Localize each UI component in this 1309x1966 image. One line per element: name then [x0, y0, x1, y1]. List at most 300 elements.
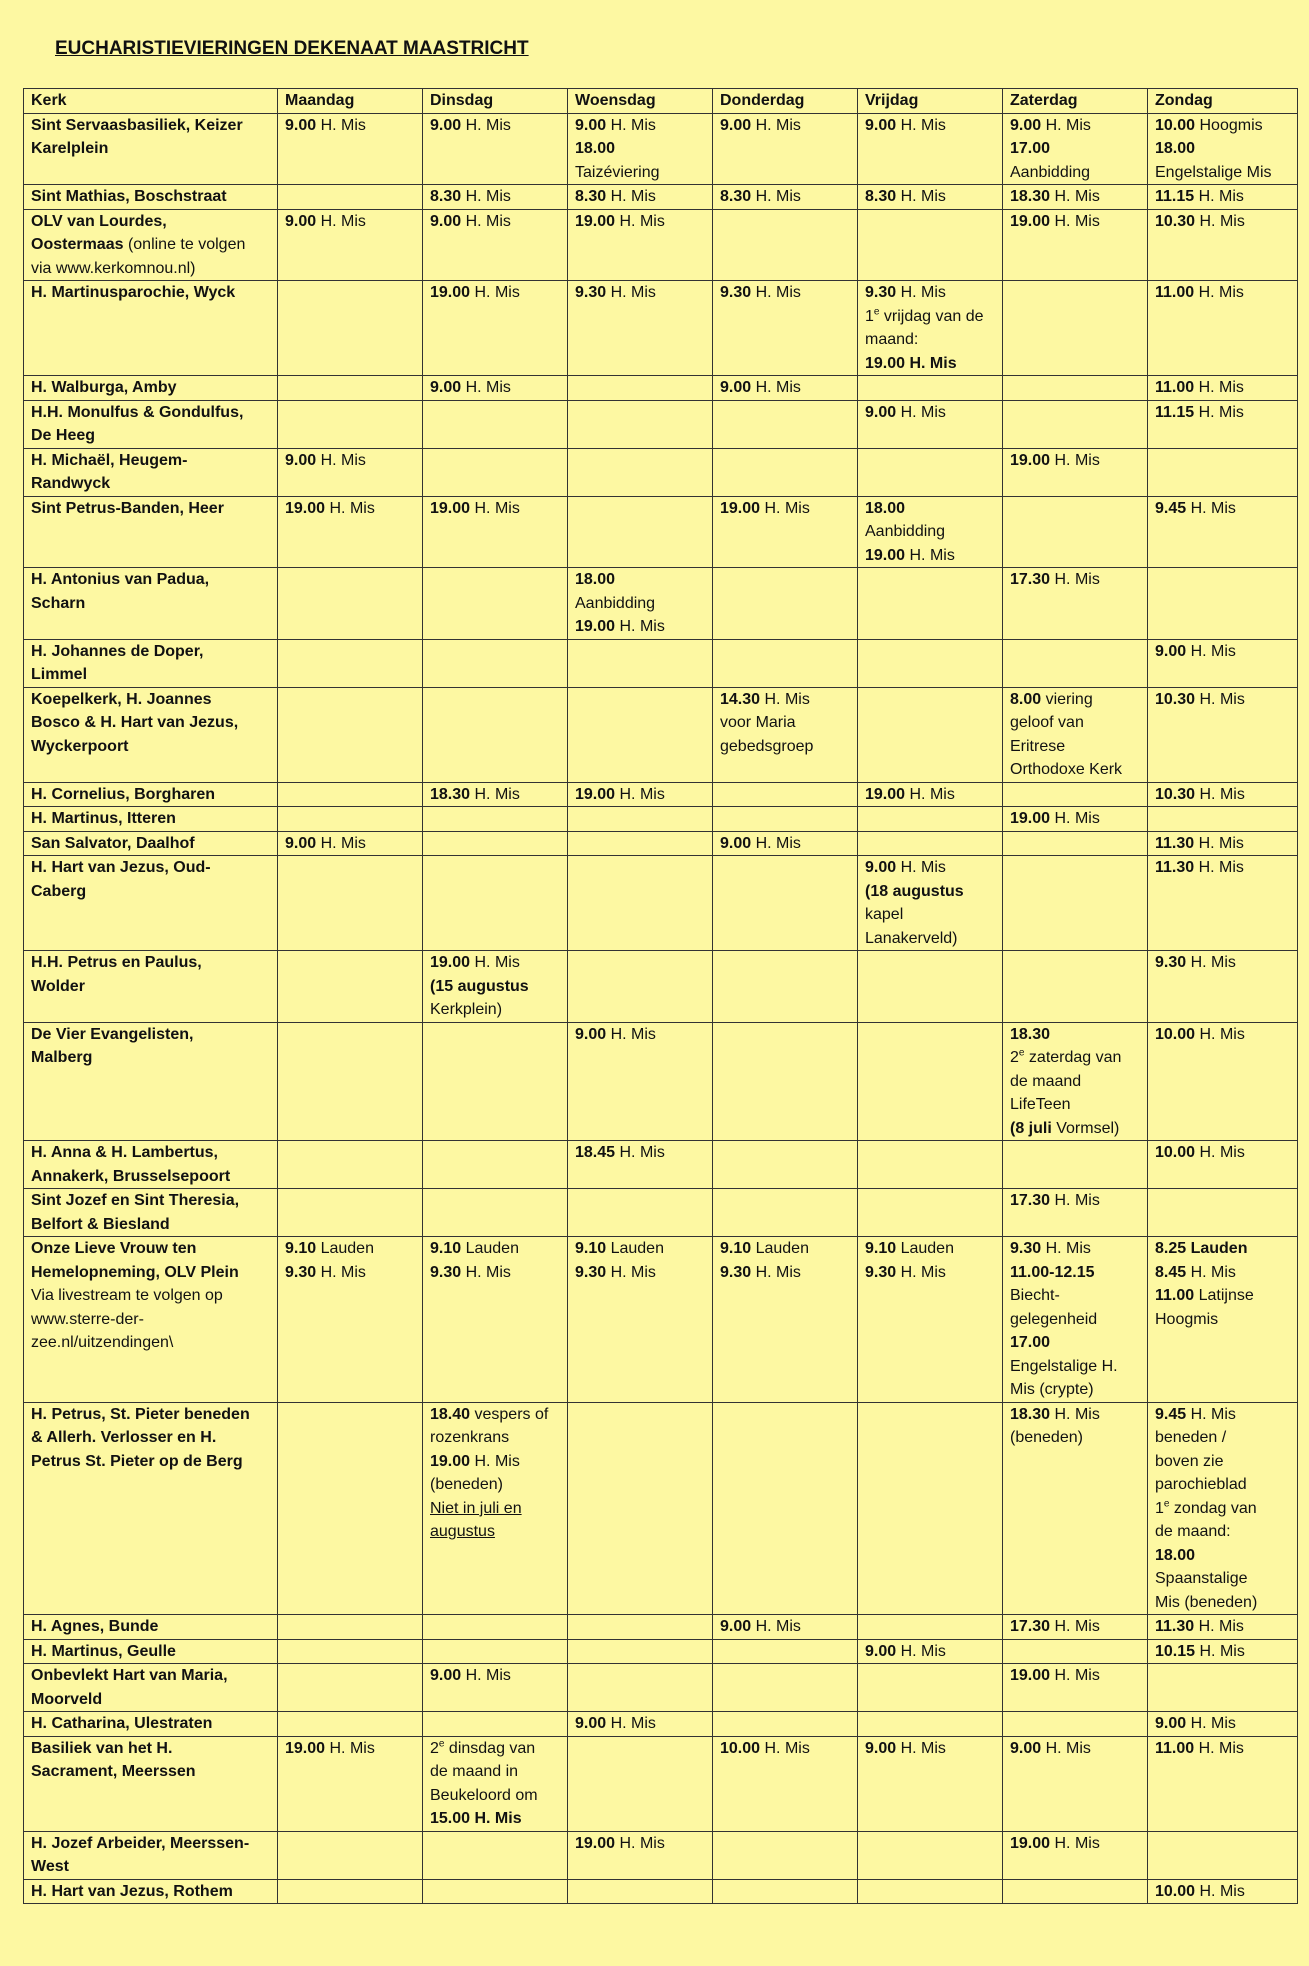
schedule-cell-vrijdag [858, 113, 1003, 185]
cell-text: 9.10 [430, 1240, 462, 1257]
cell-text: H. Mis [905, 546, 955, 564]
church-name-line: H. Antonius van Padua, [31, 571, 210, 588]
church-name [24, 376, 278, 401]
church-name [24, 1237, 278, 1403]
cell-text: Aanbidding [1010, 163, 1091, 181]
cell-text: 19.00 [1010, 212, 1051, 230]
cell-text: 19.00 [865, 546, 906, 564]
cell-line [31, 257, 273, 281]
cell-text: Onze Lieve Vrouw ten [31, 1240, 197, 1257]
schedule-cell-donderdag [713, 1664, 858, 1712]
cell-line [430, 1497, 563, 1521]
schedule-cell-dinsdag [423, 1189, 568, 1237]
schedule-cell-zondag [1148, 1402, 1298, 1615]
schedule-cell-dinsdag [423, 281, 568, 376]
schedule-cell-zaterdag [1003, 209, 1148, 281]
schedule-cell-maandag [278, 209, 423, 281]
cell-line [1010, 1426, 1143, 1450]
cell-line [1155, 1308, 1293, 1332]
cell-line [865, 401, 998, 425]
table-row [24, 185, 1298, 210]
cell-line [1155, 1520, 1293, 1544]
cell-text: 17.30 [1010, 1618, 1051, 1635]
table-row [24, 376, 1298, 401]
table-row [24, 1831, 1298, 1879]
cell-text: 19.00 [1010, 451, 1051, 469]
schedule-cell-dinsdag [423, 1237, 568, 1403]
cell-line [1155, 1567, 1293, 1591]
schedule-cell-zaterdag [1003, 376, 1148, 401]
schedule-cell-woensdag [568, 807, 713, 832]
cell-text: 9.10 [285, 1240, 317, 1257]
cell-text: 9.00 [575, 1715, 607, 1732]
cell-text: gelegenheid [1010, 1310, 1098, 1328]
cell-line [285, 1261, 418, 1285]
cell-line [1010, 1023, 1143, 1047]
cell-line [31, 1237, 273, 1261]
schedule-cell-dinsdag [423, 376, 568, 401]
schedule-cell-maandag [278, 831, 423, 856]
schedule-cell-donderdag [713, 1639, 858, 1664]
church-name-line: H. Martinusparochie, Wyck [31, 284, 236, 301]
schedule-cell-vrijdag [858, 1022, 1003, 1141]
cell-line [430, 1450, 563, 1474]
cell-text: H. Mis [1050, 1192, 1100, 1209]
table-row [24, 1189, 1298, 1237]
schedule-cell-zondag [1148, 1664, 1298, 1712]
cell-text: H. Mis [1194, 188, 1244, 205]
cell-line [1155, 1284, 1293, 1308]
cell-line [1010, 1378, 1143, 1402]
cell-line [1010, 210, 1143, 234]
cell-text: Engelstalige H. [1010, 1357, 1118, 1375]
schedule-cell-maandag [278, 1141, 423, 1189]
cell-line [285, 1737, 418, 1761]
church-name-line: Koepelkerk, H. Joannes [31, 690, 212, 708]
cell-text: 18.30 [430, 785, 471, 803]
cell-text: H. Mis [1194, 1739, 1244, 1757]
cell-text: 18.00 [575, 571, 616, 588]
cell-text: 9.00 [285, 212, 317, 230]
cell-line [865, 1237, 998, 1261]
cell-text: H. Mis [1041, 116, 1091, 134]
schedule-cell-zaterdag [1003, 1664, 1148, 1712]
church-name-line: Bosco & H. Hart van Jezus, [31, 714, 239, 731]
cell-line [430, 497, 563, 521]
schedule-cell-vrijdag [858, 831, 1003, 856]
cell-text: 19.00 [720, 499, 761, 517]
schedule-cell-dinsdag [423, 209, 568, 281]
cell-line [575, 615, 708, 639]
cell-text: 9.00 [1010, 116, 1042, 134]
church-name [24, 281, 278, 376]
schedule-cell-zaterdag [1003, 1639, 1148, 1664]
cell-text: 18.30 [1010, 1405, 1051, 1423]
schedule-cell-dinsdag [423, 1736, 568, 1831]
cell-line [1010, 137, 1143, 161]
cell-text: 19.00 [430, 1452, 471, 1470]
schedule-cell-zaterdag [1003, 1189, 1148, 1237]
church-name [24, 1831, 278, 1879]
cell-text: H. Mis [1050, 188, 1100, 205]
table-row [24, 448, 1298, 496]
cell-text: Lauden [896, 1240, 954, 1257]
schedule-cell-dinsdag [423, 856, 568, 951]
cell-text: H. Mis [896, 1642, 946, 1660]
cell-text: H. Mis [1195, 690, 1245, 708]
schedule-cell-donderdag [713, 281, 858, 376]
cell-text: 9.00 [1155, 642, 1187, 660]
cell-text: H. Mis [1050, 810, 1100, 827]
cell-line [1155, 1237, 1293, 1261]
cell-text: 9.00 [720, 379, 752, 396]
cell-line [1155, 1640, 1293, 1664]
cell-line [430, 114, 563, 138]
cell-line [285, 497, 418, 521]
cell-line [1155, 1403, 1293, 1427]
church-name [24, 113, 278, 185]
schedule-cell-vrijdag [858, 376, 1003, 401]
cell-line [865, 880, 998, 904]
column-header-maandag: Maandag [278, 89, 423, 114]
cell-text: H. Mis [316, 212, 366, 230]
cell-text: Vormsel) [1051, 1119, 1120, 1137]
schedule-cell-zaterdag [1003, 639, 1148, 687]
cell-text: H. Mis [896, 116, 946, 134]
cell-text: 8.25 Lauden [1155, 1240, 1248, 1257]
schedule-cell-donderdag [713, 1736, 858, 1831]
cell-line [575, 1023, 708, 1047]
cell-line [1010, 1093, 1143, 1117]
cell-line [1155, 1473, 1293, 1497]
schedule-cell-zaterdag [1003, 568, 1148, 640]
table-row [24, 639, 1298, 687]
schedule-cell-donderdag [713, 1141, 858, 1189]
church-name-line: Caberg [31, 882, 87, 900]
cell-line [1010, 1261, 1143, 1285]
schedule-cell-woensdag [568, 496, 713, 568]
schedule-cell-maandag [278, 568, 423, 640]
cell-line [1155, 1737, 1293, 1761]
cell-text: 19.00 [430, 954, 471, 971]
cell-line [1010, 1284, 1143, 1308]
cell-text: H. Mis [461, 379, 511, 396]
schedule-cell-woensdag [568, 1237, 713, 1403]
cell-text: (online te volgen [123, 236, 246, 253]
cell-text: 19.00 [575, 1834, 616, 1852]
cell-line [1010, 1832, 1143, 1856]
schedule-cell-zaterdag [1003, 687, 1148, 782]
schedule-cell-vrijdag [858, 185, 1003, 210]
cell-text: via www.kerkomnou.nl) [31, 259, 196, 277]
cell-text: Taizéviering [575, 163, 660, 181]
cell-text: H. Mis [316, 451, 366, 469]
column-header-zaterdag: Zaterdag [1003, 89, 1148, 114]
cell-text: H. Mis [751, 1618, 801, 1635]
cell-text: Orthodoxe Kerk [1010, 761, 1123, 778]
cell-text: 18.40 [430, 1405, 471, 1423]
cell-text: H. Mis [751, 1263, 801, 1281]
church-name-line: H.H. Monulfus & Gondulfus, [31, 403, 244, 421]
cell-line [1155, 114, 1293, 138]
schedule-cell-maandag [278, 782, 423, 807]
church-name [24, 209, 278, 281]
cell-text: 8.30 [430, 188, 462, 205]
cell-text: 11.00 [1155, 1287, 1195, 1304]
cell-text: de maand [1010, 1072, 1082, 1090]
cell-text: 9.30 [865, 1263, 897, 1281]
schedule-cell-dinsdag [423, 831, 568, 856]
schedule-cell-dinsdag [423, 639, 568, 687]
cell-text: 19.00 [1010, 1834, 1051, 1852]
cell-line [865, 185, 998, 209]
cell-text: Engelstalige Mis [1155, 163, 1272, 181]
schedule-cell-woensdag [568, 281, 713, 376]
cell-text: 11.30 [1155, 1618, 1195, 1635]
cell-text: H. Mis [461, 1667, 511, 1684]
cell-line [575, 114, 708, 138]
church-name [24, 687, 278, 782]
cell-text: OLV van Lourdes, [31, 212, 167, 230]
cell-text: H. Mis [615, 618, 665, 635]
cell-text: H. Mis [1050, 212, 1100, 230]
schedule-cell-zondag [1148, 568, 1298, 640]
cell-text: H. Mis [1194, 284, 1244, 301]
cell-line [430, 1807, 563, 1831]
cell-line [285, 114, 418, 138]
cell-line [1010, 185, 1143, 209]
cell-line [430, 1520, 563, 1544]
schedule-cell-maandag [278, 281, 423, 376]
table-row [24, 113, 1298, 185]
table-row [24, 951, 1298, 1023]
schedule-cell-woensdag [568, 568, 713, 640]
schedule-cell-zondag [1148, 687, 1298, 782]
cell-text: H. Mis [606, 1715, 656, 1732]
schedule-cell-woensdag [568, 400, 713, 448]
cell-text: 19.00 [285, 1739, 326, 1757]
schedule-cell-zaterdag [1003, 807, 1148, 832]
cell-line [430, 1403, 563, 1427]
cell-text: Lauden [461, 1240, 519, 1257]
cell-line [285, 1237, 418, 1261]
cell-text: gebedsgroep [720, 737, 814, 755]
church-name-line: Sint Servaasbasiliek, Keizer [31, 116, 243, 134]
cell-text: 10.30 [1155, 212, 1196, 230]
cell-line [575, 1832, 708, 1856]
cell-text: Hemelopneming, OLV Plein [31, 1263, 239, 1281]
schedule-cell-donderdag [713, 568, 858, 640]
cell-text: 17.00 [1010, 1334, 1051, 1351]
cell-line [1010, 1046, 1143, 1070]
cell-text: H. Mis [316, 116, 366, 134]
schedule-cell-maandag [278, 1712, 423, 1737]
schedule-cell-zondag [1148, 113, 1298, 185]
schedule-cell-zondag [1148, 1022, 1298, 1141]
cell-text: H. Mis [1050, 571, 1100, 588]
church-name [24, 807, 278, 832]
cell-text: e [438, 1738, 445, 1750]
schedule-cell-vrijdag [858, 448, 1003, 496]
cell-text: 11.00 [1155, 379, 1195, 396]
cell-line [1010, 161, 1143, 185]
table-row [24, 1615, 1298, 1640]
cell-text: 8.00 [1010, 690, 1042, 708]
cell-text: H. Mis [896, 1263, 946, 1281]
schedule-cell-woensdag [568, 687, 713, 782]
schedule-cell-zaterdag [1003, 1879, 1148, 1904]
schedule-cell-vrijdag [858, 281, 1003, 376]
schedule-cell-zaterdag [1003, 1402, 1148, 1615]
cell-text: kapel [865, 906, 904, 923]
cell-text: (8 juli [1010, 1119, 1052, 1137]
cell-text: H. Mis [751, 116, 801, 134]
cell-text: H. Mis [1050, 1618, 1100, 1635]
cell-line [1010, 1737, 1143, 1761]
cell-line [1155, 1712, 1293, 1736]
church-name-line: H. Walburga, Amby [31, 379, 177, 396]
church-name [24, 496, 278, 568]
cell-text: 10.15 [1155, 1642, 1196, 1660]
schedule-cell-vrijdag [858, 1237, 1003, 1403]
cell-text: 2 [1010, 1049, 1019, 1066]
schedule-cell-maandag [278, 639, 423, 687]
church-name [24, 1615, 278, 1640]
table-row [24, 1639, 1298, 1664]
cell-line [1010, 1331, 1143, 1355]
cell-text: H. Mis [1195, 1025, 1245, 1043]
cell-text: 18.30 [1010, 188, 1051, 205]
cell-line [1155, 856, 1293, 880]
cell-text: H. Mis [461, 1263, 511, 1281]
cell-line [720, 1615, 853, 1639]
schedule-cell-zondag [1148, 1141, 1298, 1189]
church-name [24, 1189, 278, 1237]
cell-text: 11.15 [1155, 188, 1195, 205]
cell-line [720, 1237, 853, 1261]
cell-line [1010, 1070, 1143, 1094]
schedule-cell-donderdag [713, 209, 858, 281]
schedule-cell-woensdag [568, 1639, 713, 1664]
schedule-cell-vrijdag [858, 1141, 1003, 1189]
church-name [24, 1712, 278, 1737]
cell-text: 9.00 [1155, 1715, 1187, 1732]
schedule-cell-woensdag [568, 639, 713, 687]
schedule-cell-maandag [278, 496, 423, 568]
table-row [24, 209, 1298, 281]
schedule-cell-zaterdag [1003, 448, 1148, 496]
schedule-cell-zondag [1148, 1237, 1298, 1403]
cell-text: 18.00 [575, 140, 616, 157]
cell-line [1010, 1189, 1143, 1213]
cell-line [1155, 1141, 1293, 1165]
cell-text: H. Mis [1195, 1642, 1245, 1660]
church-name [24, 1141, 278, 1189]
schedule-cell-vrijdag [858, 1615, 1003, 1640]
cell-text: 19.00 [865, 785, 906, 803]
cell-text: 9.45 [1155, 499, 1187, 517]
cell-line [1010, 1403, 1143, 1427]
schedule-cell-donderdag [713, 1402, 858, 1615]
cell-text: 10.00 [1155, 116, 1196, 134]
schedule-cell-zaterdag [1003, 1736, 1148, 1831]
schedule-cell-zondag [1148, 400, 1298, 448]
schedule-cell-zondag [1148, 831, 1298, 856]
column-header-dinsdag: Dinsdag [423, 89, 568, 114]
cell-text: 10.00 [1155, 1144, 1196, 1161]
schedule-cell-dinsdag [423, 185, 568, 210]
schedule-cell-donderdag [713, 831, 858, 856]
church-name-line: Sint Jozef en Sint Theresia, [31, 1192, 240, 1209]
cell-text: H. Mis [606, 1263, 656, 1281]
cell-text: H. Mis [1186, 1263, 1236, 1281]
cell-text: 9.45 [1155, 1405, 1187, 1423]
schedule-cell-woensdag [568, 831, 713, 856]
schedule-cell-maandag [278, 1237, 423, 1403]
schedule-cell-dinsdag [423, 1141, 568, 1189]
cell-line [430, 1664, 563, 1688]
table-row [24, 807, 1298, 832]
schedule-cell-donderdag [713, 376, 858, 401]
schedule-cell-zondag [1148, 448, 1298, 496]
church-name [24, 951, 278, 1023]
cell-text: H. Mis [905, 785, 955, 803]
cell-text: 2 [430, 1739, 439, 1757]
schedule-cell-donderdag [713, 400, 858, 448]
cell-line [720, 832, 853, 856]
cell-line [1155, 1261, 1293, 1285]
cell-text: H. Mis [470, 785, 520, 803]
schedule-cell-vrijdag [858, 951, 1003, 1023]
cell-text: Aanbidding [865, 523, 946, 540]
cell-text: de maand in [430, 1763, 519, 1780]
cell-line [1155, 1544, 1293, 1568]
cell-line [31, 233, 273, 257]
schedule-cell-dinsdag [423, 782, 568, 807]
schedule-cell-zondag [1148, 496, 1298, 568]
cell-text: H. Mis [470, 1452, 520, 1470]
schedule-cell-woensdag [568, 1141, 713, 1189]
cell-line [865, 281, 998, 305]
cell-line [720, 497, 853, 521]
cell-line [31, 1308, 273, 1332]
church-name [24, 1736, 278, 1831]
cell-text: H. Mis [606, 1025, 656, 1043]
cell-text: 14.30 [720, 690, 761, 708]
schedule-cell-zaterdag [1003, 185, 1148, 210]
cell-text: de maand: [1155, 1523, 1231, 1540]
cell-text: e [1018, 1047, 1025, 1059]
schedule-cell-zaterdag [1003, 496, 1148, 568]
schedule-cell-zaterdag [1003, 281, 1148, 376]
schedule-cell-woensdag [568, 209, 713, 281]
schedule-cell-vrijdag [858, 1189, 1003, 1237]
church-name-line: Scharn [31, 594, 86, 612]
cell-line [865, 520, 998, 544]
cell-text: H. Mis [1195, 212, 1245, 230]
cell-text: www.sterre-der- [31, 1310, 144, 1328]
cell-text: H. Mis [461, 212, 511, 230]
schedule-cell-woensdag [568, 1615, 713, 1640]
schedule-cell-maandag [278, 185, 423, 210]
cell-text: geloof van [1010, 714, 1084, 731]
cell-text: H. Mis [1041, 1739, 1091, 1757]
schedule-cell-zaterdag [1003, 856, 1148, 951]
cell-text: 9.10 [575, 1240, 607, 1257]
cell-text: 10.30 [1155, 785, 1196, 803]
cell-text: e [873, 306, 880, 318]
schedule-cell-zaterdag [1003, 831, 1148, 856]
